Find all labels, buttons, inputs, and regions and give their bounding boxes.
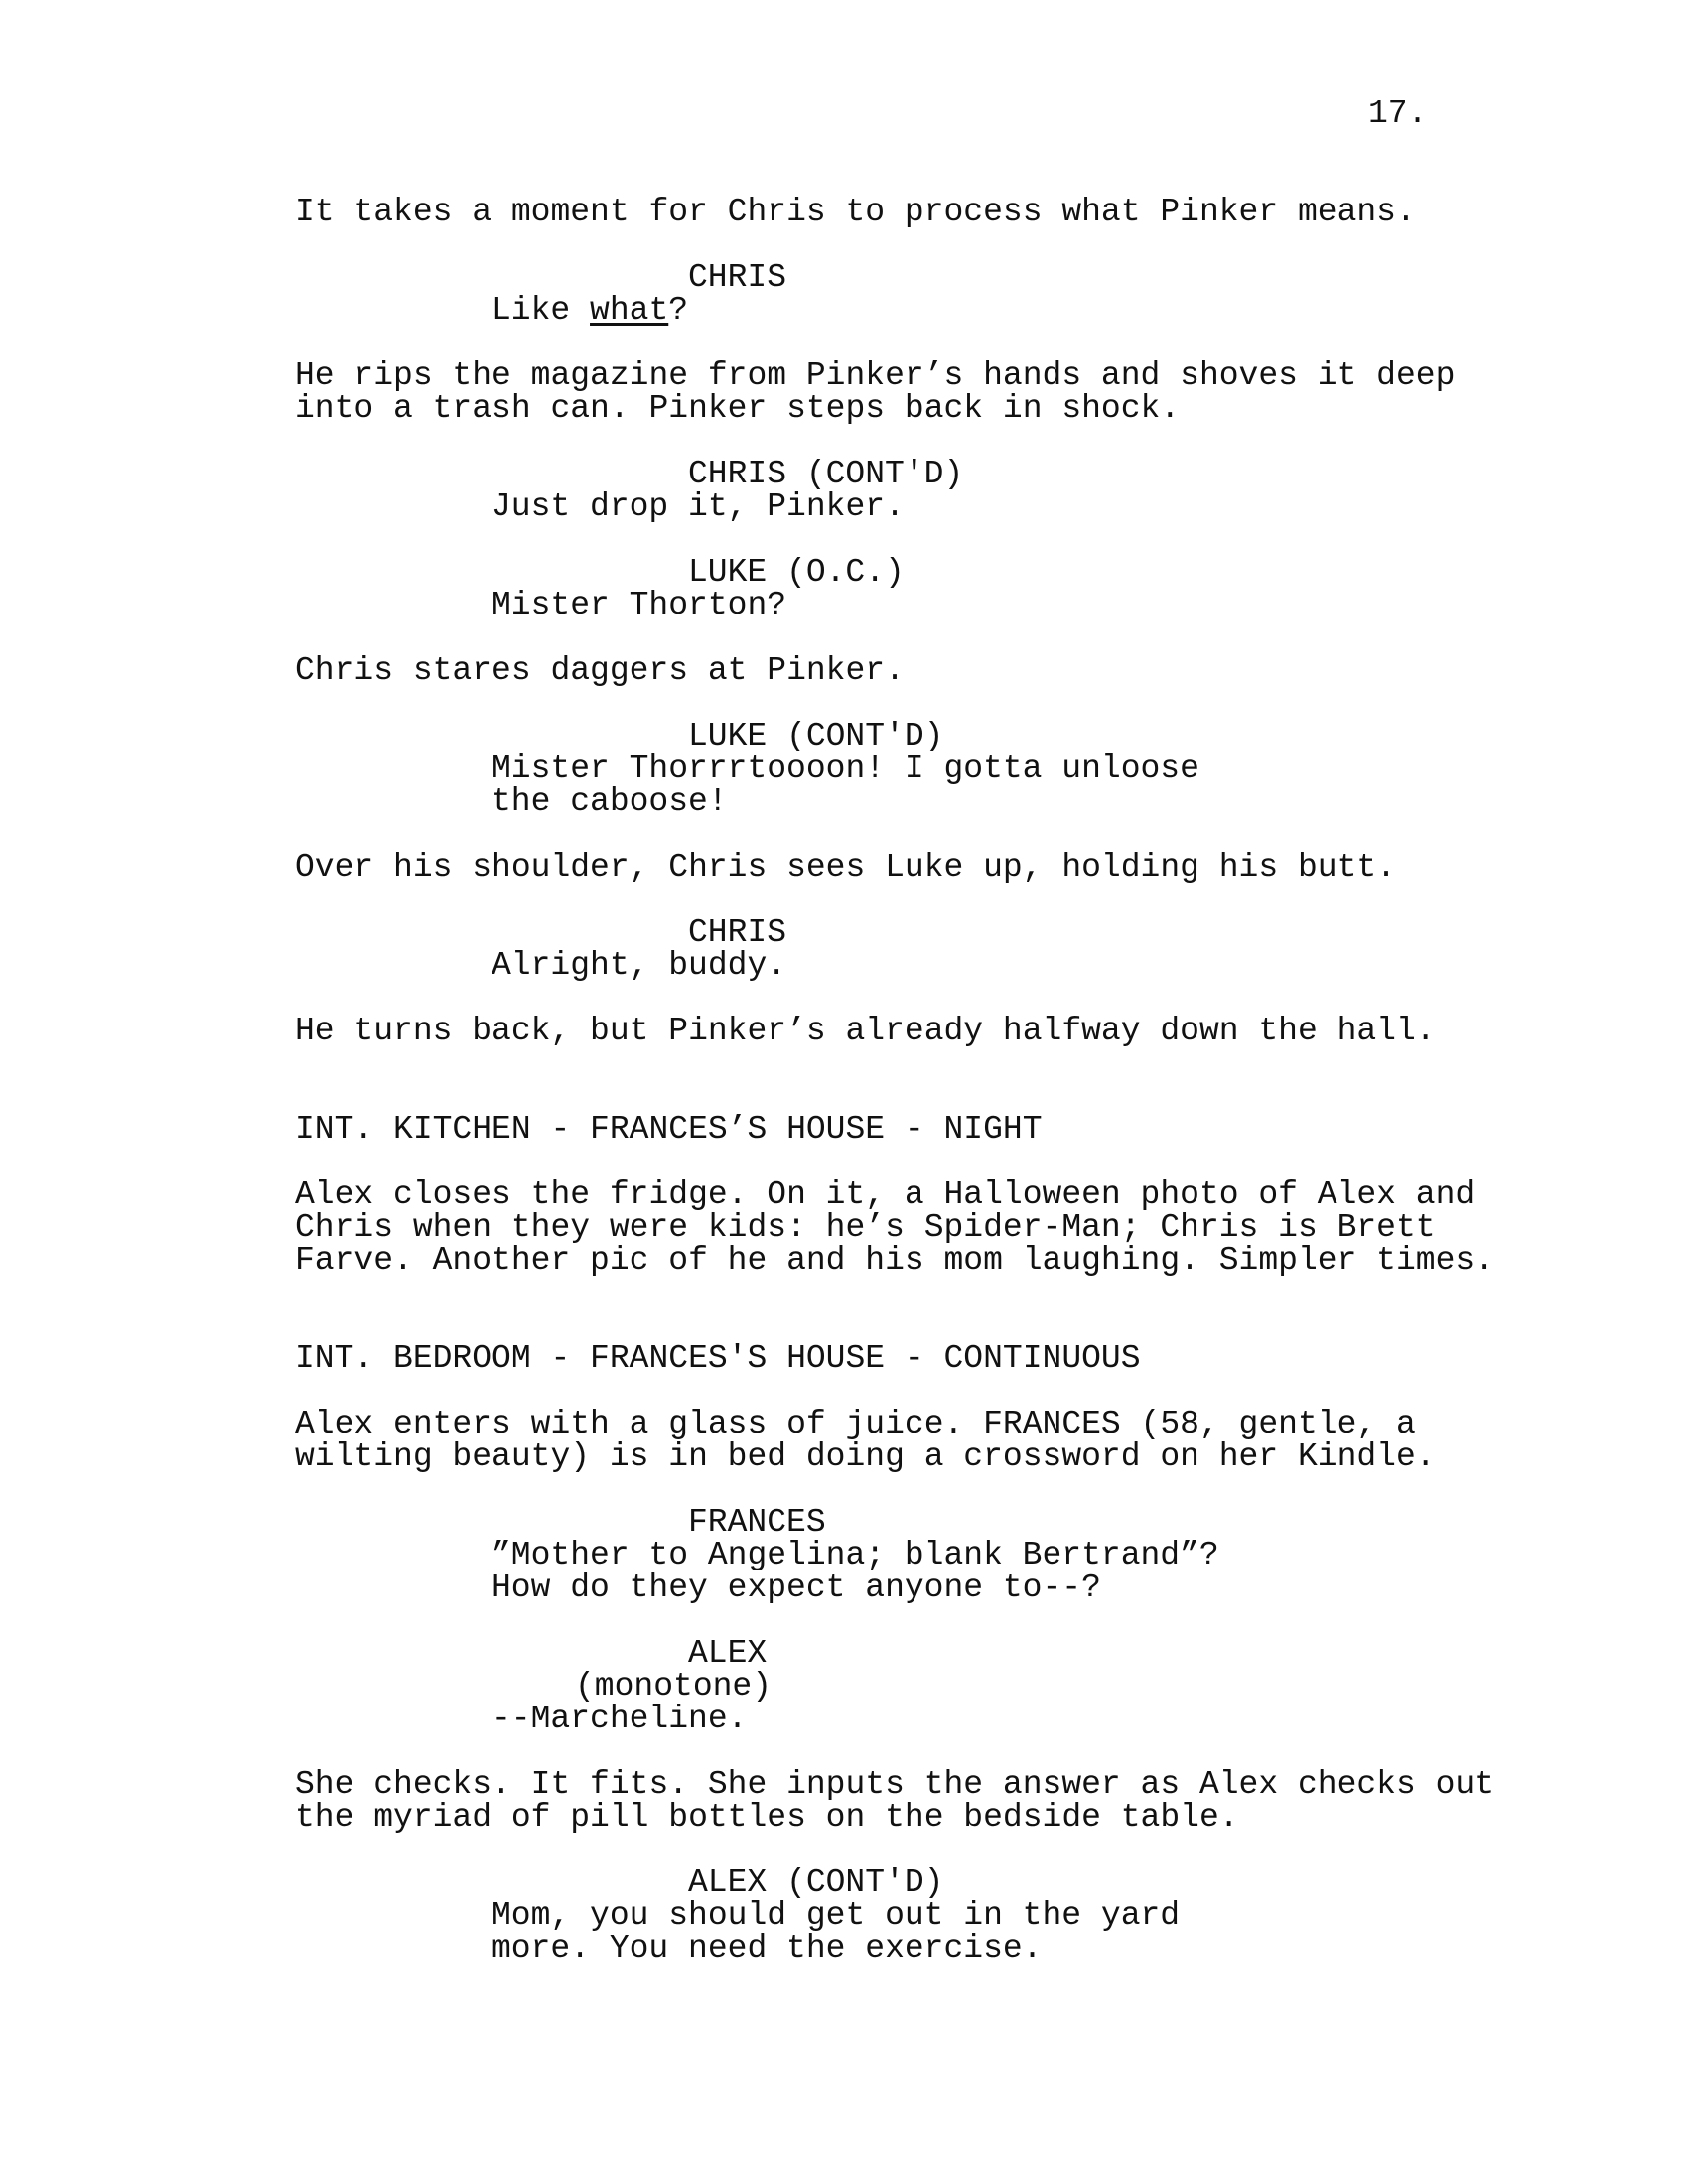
dialogue-line: --Marcheline. xyxy=(492,1701,748,1737)
dialogue-line: Like what? xyxy=(492,292,689,329)
dialogue-line: ”Mother to Angelina; blank Bertrand”? xyxy=(492,1537,1219,1573)
parenthetical: (monotone) xyxy=(575,1668,773,1705)
scene-heading: INT. BEDROOM - FRANCES'S HOUSE - CONTINUOUS xyxy=(295,1340,1141,1377)
character-cue: ALEX (CONT'D) xyxy=(688,1864,944,1901)
dialogue-line: How do they expect anyone to--? xyxy=(492,1570,1101,1606)
dialogue-line: Mister Thorrrtoooon! I gotta unloose xyxy=(492,751,1199,787)
action-line: He rips the magazine from Pinker’s hands and shoves it deep xyxy=(295,357,1456,394)
action-line: He turns back, but Pinker’s already halfway down the hall. xyxy=(295,1013,1436,1049)
character-cue: LUKE (CONT'D) xyxy=(688,718,944,754)
character-cue: ALEX xyxy=(688,1635,768,1672)
action-line: the myriad of pill bottles on the bedside table. xyxy=(295,1799,1239,1836)
action-line: Over his shoulder, Chris sees Luke up, holding his butt. xyxy=(295,849,1396,886)
character-cue: LUKE (O.C.) xyxy=(688,554,905,591)
dialogue-line: Mom, you should get out in the yard xyxy=(492,1897,1181,1934)
action-line: Chris stares daggers at Pinker. xyxy=(295,652,905,689)
character-cue: CHRIS xyxy=(688,259,787,296)
character-cue: CHRIS xyxy=(688,914,787,951)
action-line: She checks. It fits. She inputs the answer as Alex checks out xyxy=(295,1766,1494,1803)
action-line: It takes a moment for Chris to process what Pinker means. xyxy=(295,194,1416,230)
dialogue-line: more. You need the exercise. xyxy=(492,1930,1043,1967)
action-line: Chris when they were kids: he’s Spider-Man; Chris is Brett xyxy=(295,1209,1436,1246)
action-line: Farve. Another pic of he and his mom laughing. Simpler times. xyxy=(295,1242,1494,1279)
dialogue-line: Just drop it, Pinker. xyxy=(492,488,905,525)
action-line: into a trash can. Pinker steps back in shock. xyxy=(295,390,1181,427)
action-line: Alex closes the fridge. On it, a Halloween photo of Alex and xyxy=(295,1176,1476,1213)
character-cue: CHRIS (CONT'D) xyxy=(688,456,964,492)
action-line: wilting beauty) is in bed doing a crossword on her Kindle. xyxy=(295,1438,1436,1475)
emphasis-word: what xyxy=(590,292,669,329)
character-cue: FRANCES xyxy=(688,1504,826,1541)
dialogue-line: the caboose! xyxy=(492,783,728,820)
scene-heading: INT. KITCHEN - FRANCES’S HOUSE - NIGHT xyxy=(295,1111,1043,1148)
dialogue-line: Mister Thorton? xyxy=(492,587,787,623)
page-number: 17. xyxy=(1368,95,1428,132)
dialogue-line: Alright, buddy. xyxy=(492,947,787,984)
action-line: Alex enters with a glass of juice. FRANCES (58, gentle, a xyxy=(295,1406,1416,1442)
